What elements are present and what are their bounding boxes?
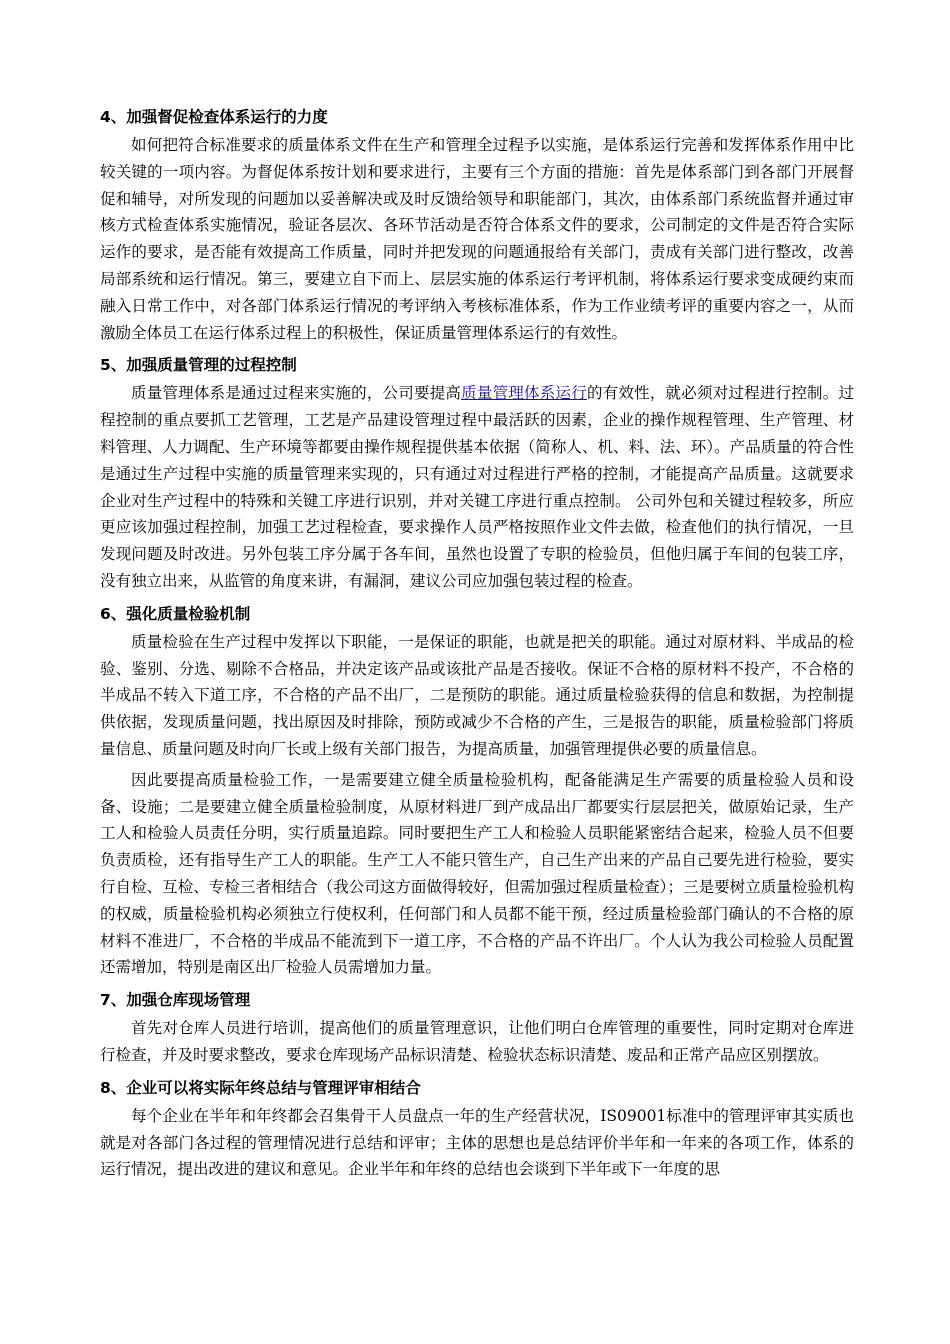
section-6 (100, 601, 854, 981)
paragraph: 因此要提高质量检验工作，一是需要建立健全质量检验机构，配备能满足生产需要的质量检验人员和设备、设施；二是要建立健全质量检验制度，从原材料进厂到产成品出厂都要实行层层把关，做原始记录，生产工人和检验人员责任分明，实行质量追踪。同时要把生产工人和检验人员职能紧密结合起来，检验人员不但要负责质检，还有指导生产工人的职能。生产工人不能只管生产，自己生产出来的产品自己要先进行检验，要实行自检、互检、专检三者相结合（我公司这方面做得较好，但需加强过程质量检查）；三是要树立质量检验机构的权威，质量检验机构必须独立行使权利，任何部门和人员都不能干预，经过质量检验部门确认的不合格的原材料不准进厂，不合格的半成品不能流到下一道工序，不合格的产品不许出厂。个人认为我公司检验人员配置还需增加，特别是南区出厂检验人员需增加力量。 (100, 770, 854, 977)
section-4 (100, 104, 854, 346)
section-heading: 5、加强质量管理的过程控制 (100, 356, 297, 375)
section-7 (100, 987, 854, 1069)
paragraph-text: 的有效性，就必须对过程进行控制。过程控制的重点要抓工艺管理，工艺是产品建设管理过程中最活跃的因素，企业的操作规程管理、生产管理、材料管理、人力调配、生产环境等都要由操作规程提供基本依据（简称人、机、料、法、环）。产品质量的符合性是通过生产过程中实施的质量管理来实现的，只有通过对过程进行严格的控制，才能提高产品质量。这就要求企业对生产过程中的特殊和关键工序进行识别，并对关键工序进行重点控制。 公司外包和关键过程较多，所应更应该加强过程控制，加强工艺过程检查，要求操作人员严格按照作业文件去做，检查他们的执行情况，一旦发现问题及时改进。另外包装工序分属于各车间，虽然也设置了专职的检验员，但他归属于车间的包装工序，没有独立出来，从监管的角度来讲，有漏洞，建议公司应加强包装过程的检查。 (100, 384, 854, 590)
paragraph: 首先对仓库人员进行培训，提高他们的质量管理意识，让他们明白仓库管理的重要性，同时定期对仓库进行检查，并及时要求整改，要求仓库现场产品标识清楚、检验状态标识清楚、废品和正常产品应区别摆放。 (100, 1019, 854, 1064)
section-8 (100, 1075, 854, 1183)
section-heading: 6、强化质量检验机制 (100, 604, 251, 623)
paragraph (100, 380, 854, 594)
paragraph: 每个企业在半年和年终都会召集骨干人员盘点一年的生产经营状况，IS09001标准中的管理评审其实质也就是对各部门各过程的管理情况进行总结和评审；主体的思想也是总结评价半年和一年来的各项工作，体系的运行情况，提出改进的建议和意见。企业半年和年终的总结也会谈到下半年或下一年度的思 (100, 1106, 854, 1179)
section-heading: 8、企业可以将实际年终总结与管理评审相结合 (100, 1078, 421, 1097)
section-heading: 7、加强仓库现场管理 (100, 991, 251, 1010)
section-heading: 4、加强督促检查体系运行的力度 (100, 108, 328, 126)
paragraph: 质量检验在生产过程中发挥以下职能，一是保证的职能，也就是把关的职能。通过对原材料、半成品的检验、鉴别、分选、剔除不合格品，并决定该产品或该批产品是否接收。保证不合格的原材料不投产，不合格的半成品不转入下道工序，不合格的产品不出厂，二是预防的职能。通过质量检验获得的信息和数据，为控制提供依据，发现质量问题，找出原因及时排除，预防或减少不合格的产生，三是报告的职能，质量检验部门将质量信息、质量问题及时向厂长或上级有关部门报告，为提高质量，加强管理提供必要的质量信息。 (100, 632, 854, 758)
section-5 (100, 352, 854, 594)
paragraph: 如何把符合标准要求的质量体系文件在生产和管理全过程予以实施，是体系运行完善和发挥体系作用中比较关键的一项内容。为督促体系按计划和要求进行，主要有三个方面的措施：首先是体系部门到各部门开展督促和辅导，对所发现的问题加以妥善解决或及时反馈给领导和职能部门，其次，由体系部门系统监督并通过审核方式检查体系实施情况，验证各层次、各环节活动是否符合体系文件的要求，公司制定的文件是否符合实际运作的要求，是否能有效提高工作质量，同时并把发现的问题通报给有关部门，责成有关部门进行整改，改善局部系统和运行情况。第三，要建立自下而上、层层实施的体系运行考评机制，将体系运行要求变成硬约束而融入日常工作中，对各部门体系运行情况的考评纳入考核标准体系，作为工作业绩考评的重要内容之一，从而激励全体员工在运行体系过程上的积极性，保证质量管理体系运行的有效性。 (100, 136, 854, 342)
paragraph-text: 质量管理体系是通过过程来实施的，公司要提高 (131, 384, 462, 403)
qms-operation-link[interactable]: 质量管理体系运行 (461, 384, 587, 403)
